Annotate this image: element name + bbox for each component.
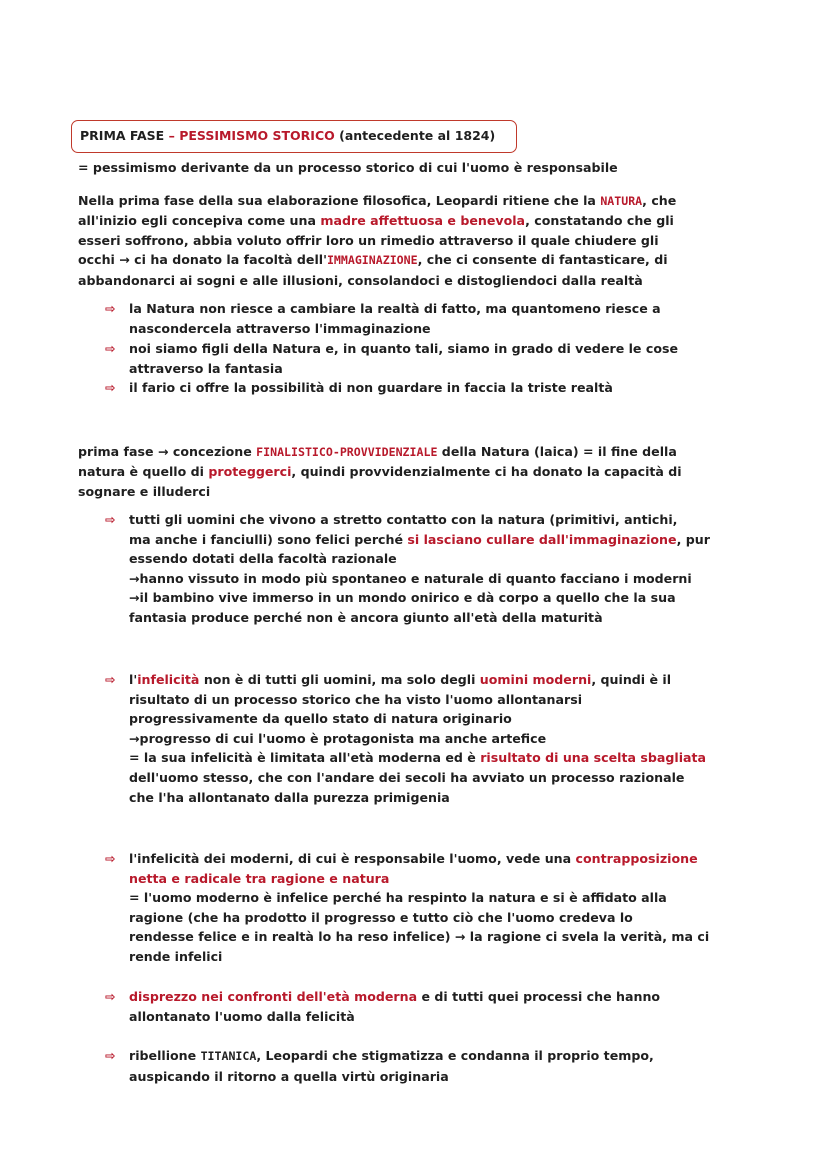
definition-line [78,158,758,177]
bullet-text-part: = la sua infelicità è limitata all'età moderna ed è [129,750,481,766]
section-heading [71,120,517,153]
definition-text: = pessimismo derivante da un processo storico di cui l'uomo è responsabile [78,160,618,175]
highlight-scelta-sbagliata: risultato di una scelta sbagliata [480,750,707,766]
heading-dash: – [164,128,180,143]
bullet-text: rende infelici [129,948,223,964]
highlight-cullare: si lasciano cullare dall'immaginazione [407,531,677,547]
bullet-text: fantasia produce perché non è ancora giunto all'età della maturità [129,609,603,625]
bullet-text [129,849,755,869]
bullet-text: dell'uomo stesso, che con l'andare dei secoli ha avviato un processo razionale [129,769,685,785]
intro-line-3: esseri soffrono, abbia voluto offrir loro un rimedio attraverso il quale chiudere gli [78,232,659,248]
bullet-text-part: , quindi è il [591,672,672,687]
intro-text: , che [642,193,677,208]
bullet-text [129,530,755,550]
bullet-text: che l'ha allontanato dalla purezza primigenia [129,789,450,805]
bullet-text: tutti gli uomini che vivono a stretto contatto con la natura (primitivi, antichi, [129,512,678,527]
bullet-item [105,987,755,1026]
bullet-text: = l'uomo moderno è infelice perché ha respinto la natura e si è affidato alla [129,890,667,906]
bullet-item [105,510,755,628]
bullet-text: →hanno vissuto in modo più spontaneo e naturale di quanto facciano i moderni [129,570,692,586]
highlight-ragione-natura: netta e radicale tra ragione e natura [129,870,390,886]
bullet-text-part: l' [129,672,138,687]
heading-label: PRIMA FASE [80,128,165,143]
highlight-infelicita: infelicità [137,672,200,687]
intro-text: Nella prima fase della sua elaborazione filosofica, Leopardi ritiene che la [78,193,601,208]
bullet-text: progressivamente da quello stato di natura originario [129,711,512,727]
keyword-finalistico: FINALISTICO-PROVVIDENZIALE [256,445,438,459]
keyword-immaginazione: IMMAGINAZIONE [326,253,418,268]
intro-line-2 [78,211,758,230]
arrow-right-icon: ⇨ [105,989,116,1004]
bullet-text: noi siamo figli della Natura e, in quanto tali, siamo in grado di vedere le cose [129,341,679,356]
keyword-titanica: TITANICA [200,1049,257,1063]
bullet-text-part: ribellione [129,1048,201,1063]
arrow-right-icon: ⇨ [105,512,116,527]
concept-text: della Natura (laica) = il fine della [437,444,677,459]
intro-line-5: abbandonarci ai sogni e alle illusioni, consolandoci e distogliendoci dalla realtà [78,272,643,288]
bullet-item [105,849,755,967]
bullet-text-part: , pur [676,531,710,547]
bullet-text: la Natura non riesce a cambiare la realtà di fatto, ma quantomeno riesce a [129,301,661,316]
bullet-text [129,1046,755,1067]
intro-text: occhi → ci ha donato la facoltà dell' [78,252,327,268]
bullet-text: risultato di un processo storico che ha visto l'uomo allontanarsi [129,691,583,707]
concept-text: prima fase → concezione [78,444,257,459]
intro-line-4 [78,250,758,270]
highlight-disprezzo: disprezzo nei confronti dell'età moderna [129,989,418,1004]
arrow-right-icon: ⇨ [105,341,116,356]
bullet-text [129,670,755,690]
bullet-text-part: l'infelicità dei moderni, di cui è responsabile l'uomo, vede una [129,851,576,866]
bullet-text-part: e di tutti quei processi che hanno [417,989,661,1004]
concept-line-1 [78,442,758,462]
arrow-right-icon: ⇨ [105,301,116,316]
heading-title: PESSIMISMO STORICO [179,128,335,143]
concept-text: natura è quello di [78,464,209,480]
bullet-item [105,670,755,807]
bullet-text: essendo dotati della facoltà razionale [129,551,397,567]
bullet-item [105,378,755,398]
concept-line-2 [78,462,758,481]
bullet-text: attraverso la fantasia [129,360,283,376]
intro-text: , constatando che gli [525,213,674,229]
bullet-text: rendesse felice e in realtà lo ha reso infelice) → la ragione ci svela la verità, ma ci [129,929,710,945]
bullet-text: il fario ci offre la possibilità di non guardare in faccia la triste realtà [129,380,613,395]
arrow-right-icon: ⇨ [105,1048,116,1063]
heading-note: (antecedente al 1824) [334,128,496,143]
concept-text: , quindi provvidenzialmente ci ha donato la capacità di [291,464,682,480]
intro-paragraph [78,191,758,290]
bullet-text: ragione (che ha prodotto il progresso e tutto ciò che l'uomo credeva lo [129,909,633,925]
intro-line-1 [78,191,758,211]
arrow-right-icon: ⇨ [105,851,116,866]
bullet-text: nascondercela attraverso l'immaginazione [129,320,431,336]
intro-text: , che ci consente di fantasticare, di [417,252,668,268]
bullet-item [105,339,755,378]
bullet-item [105,1046,755,1086]
bullet-text-part: non è di tutti gli uomini, ma solo degli [199,672,480,687]
bullet-text: auspicando il ritorno a quella virtù originaria [129,1068,449,1084]
bullet-text: →progresso di cui l'uomo è protagonista ma anche artefice [129,730,547,746]
highlight-contrapposizione: contrapposizione [575,851,698,866]
bullet-item [105,299,755,338]
highlight-uomini-moderni: uomini moderni [479,672,592,687]
bullet-text: allontanato l'uomo dalla felicità [129,1008,355,1024]
bullet-text [129,987,755,1007]
concept-paragraph [78,442,758,501]
bullet-text: →il bambino vive immerso in un mondo onirico e dà corpo a quello che la sua [129,590,676,606]
keyword-natura: NATURA [600,194,643,208]
intro-text: all'inizio egli concepiva come una [78,213,321,229]
bullet-text-part: , Leopardi che stigmatizza e condanna il proprio tempo, [256,1048,654,1063]
bullet-text [129,748,755,768]
bullet-text-part: ma anche i fanciulli) sono felici perché [129,531,408,547]
arrow-right-icon: ⇨ [105,672,116,687]
highlight-proteggerci: proteggerci [208,464,292,480]
arrow-right-icon: ⇨ [105,380,116,395]
concept-line-3: sognare e illuderci [78,483,211,499]
highlight-madre: madre affettuosa e benevola [320,213,526,229]
